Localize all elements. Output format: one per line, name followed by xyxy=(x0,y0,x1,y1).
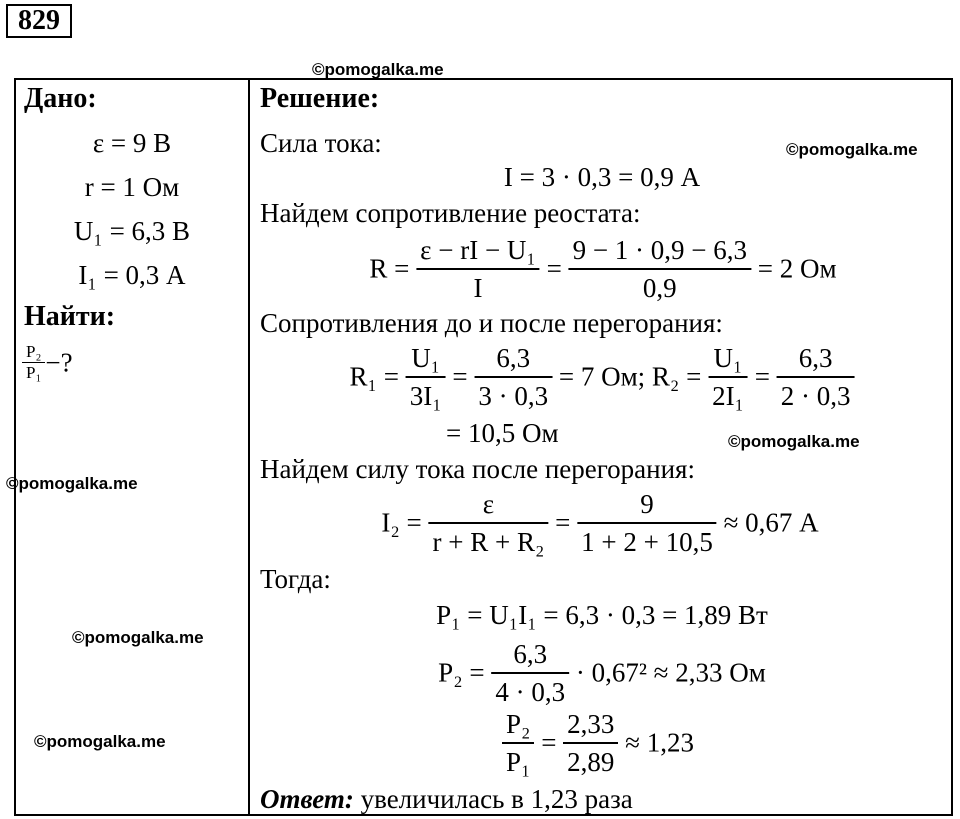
fraction-numerator: P₂ xyxy=(502,706,534,744)
equation-rheostat xyxy=(369,232,836,306)
eq-r-fraction-numeric xyxy=(569,232,751,306)
answer-label: Ответ: xyxy=(260,784,354,814)
eq-i2-fraction-numeric xyxy=(577,486,717,560)
fraction-numerator: ε xyxy=(428,486,548,524)
eq-r-lhs: R = xyxy=(369,253,410,284)
watermark: ©pomogalka.me xyxy=(728,432,860,451)
watermark: ©pomogalka.me xyxy=(34,732,166,751)
solution-line-current-after: Найдем силу тока после перегорания: xyxy=(260,454,695,484)
eq-ratio-result: ≈ 1,23 xyxy=(625,727,694,758)
fraction-numerator: 9 − 1 · 0,9 − 6,3 xyxy=(569,232,751,270)
given-voltage: U₁ = 6,3 В xyxy=(73,216,191,246)
equation-current-after xyxy=(381,486,818,560)
fraction-numerator: 6,3 xyxy=(474,340,552,378)
fraction-denominator: 3I₁ xyxy=(409,381,442,411)
fraction-denominator: 1 + 2 + 10,5 xyxy=(581,527,713,557)
find-denominator: P₁ xyxy=(26,363,42,382)
fraction-numerator: U₁ xyxy=(406,340,446,378)
equals-sign: = xyxy=(754,361,770,392)
eq-i2-lhs: I₂ = xyxy=(381,507,422,538)
fraction-denominator: 2I₁ xyxy=(712,381,744,411)
watermark: ©pomogalka.me xyxy=(6,474,138,493)
fraction-denominator: 0,9 xyxy=(642,273,677,303)
eq-p2-result: · 0,67² ≈ 2,33 Ом xyxy=(575,657,766,688)
solution-line-rheostat: Найдем сопротивление реостата: xyxy=(260,198,641,228)
fraction-numerator: 2,33 xyxy=(563,706,618,744)
solution-line-resistances: Сопротивления до и после перегорания: xyxy=(260,308,723,338)
eq-r2-fraction-symbolic xyxy=(708,340,748,414)
equals-sign: = xyxy=(555,507,571,538)
fraction-denominator: 3 · 0,3 xyxy=(478,381,549,411)
equation-power-ratio xyxy=(502,706,694,780)
equation-power-after xyxy=(438,636,766,710)
equals-sign: = xyxy=(452,361,468,392)
eq-r-fraction-symbolic xyxy=(416,232,540,306)
given-internal-resistance: r = 1 Ом xyxy=(84,172,180,202)
fraction-numerator: 9 xyxy=(577,486,717,524)
fraction-numerator: 6,3 xyxy=(777,340,855,378)
equation-current: I = 3 · 0,3 = 0,9 А xyxy=(503,162,701,192)
answer xyxy=(260,784,633,814)
fraction-numerator: 6,3 xyxy=(491,636,569,674)
fraction-numerator: U₁ xyxy=(708,340,748,378)
find-heading: Найти: xyxy=(24,301,116,332)
equals-sign: = xyxy=(541,727,557,758)
watermark: ©pomogalka.me xyxy=(786,140,918,159)
given-current: I₁ = 0,3 А xyxy=(78,260,186,290)
find-numerator: P₂ xyxy=(22,342,45,363)
problem-number: 829 xyxy=(6,4,72,38)
find-expression xyxy=(22,342,73,383)
find-suffix: −? xyxy=(45,347,73,378)
eq-p2-fraction xyxy=(491,636,569,710)
equation-power-before: P₁ = U₁I₁ = 6,3 · 0,3 = 1,89 Вт xyxy=(436,600,768,630)
watermark: ©pomogalka.me xyxy=(72,628,204,647)
eq-r1-lhs: R₁ = xyxy=(349,361,399,392)
equation-r2-result: = 10,5 Ом xyxy=(446,418,559,448)
eq-r1-fraction-numeric xyxy=(474,340,552,414)
solution-heading: Решение: xyxy=(260,83,380,114)
fraction-numerator: ε − rI − U₁ xyxy=(416,232,540,270)
eq-p2-lhs: P₂ = xyxy=(438,657,485,688)
column-divider xyxy=(248,78,250,816)
equals-sign: = xyxy=(546,253,562,284)
given-heading: Дано: xyxy=(24,83,97,114)
eq-r2-fraction-numeric xyxy=(777,340,855,414)
eq-ratio-fraction-symbolic xyxy=(502,706,534,780)
given-emf: ε = 9 В xyxy=(92,128,172,158)
find-ratio xyxy=(22,342,45,383)
eq-i2-fraction-symbolic xyxy=(428,486,548,560)
watermark: ©pomogalka.me xyxy=(312,60,444,79)
fraction-denominator: 4 · 0,3 xyxy=(495,677,566,707)
equation-resistances xyxy=(350,340,855,414)
eq-r1-fraction-symbolic xyxy=(406,340,446,414)
solution-line-then: Тогда: xyxy=(260,564,331,594)
solution-line-current: Сила тока: xyxy=(260,128,382,158)
eq-r-result: = 2 Ом xyxy=(757,253,837,284)
fraction-denominator: 2 · 0,3 xyxy=(780,381,851,411)
eq-i2-result: ≈ 0,67 А xyxy=(723,507,819,538)
answer-text: увеличилась в 1,23 раза xyxy=(360,784,633,814)
eq-r1-result-r2-lhs: = 7 Ом; R₂ = xyxy=(558,361,702,392)
fraction-denominator: I xyxy=(473,273,483,303)
fraction-denominator: r + R + R₂ xyxy=(432,527,545,557)
eq-ratio-fraction-numeric xyxy=(563,706,618,780)
fraction-denominator: 2,89 xyxy=(567,747,615,777)
fraction-denominator: P₁ xyxy=(506,747,531,777)
